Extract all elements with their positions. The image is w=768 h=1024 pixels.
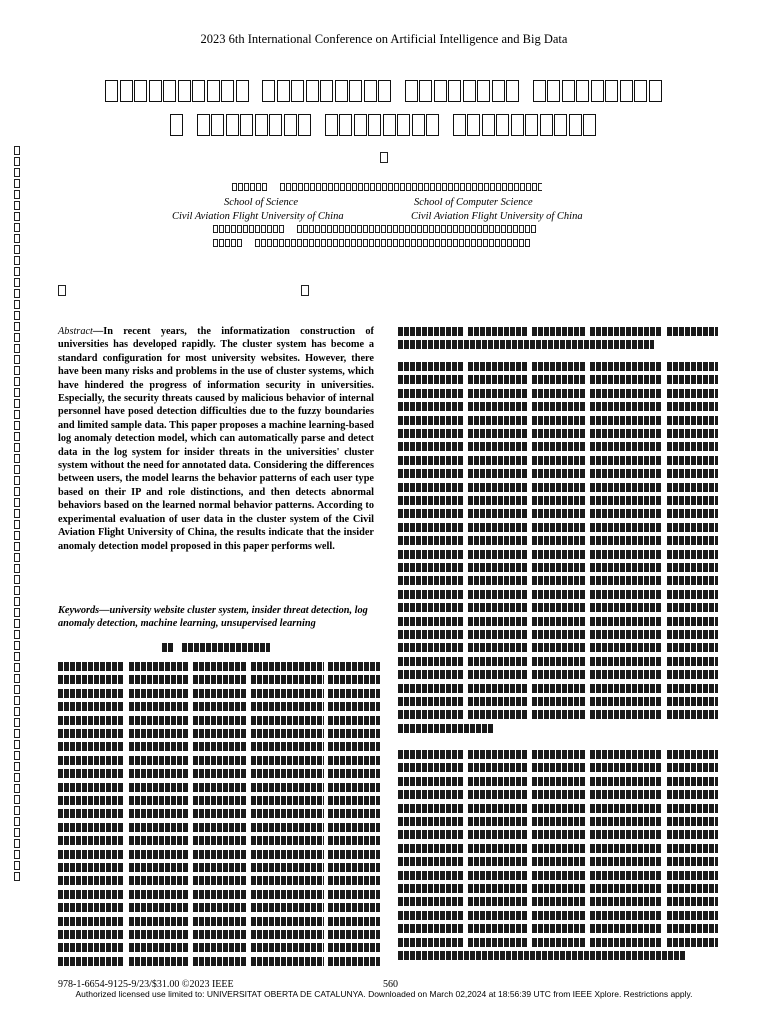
paper-title-line-2 [0,114,768,136]
abstract-label: Abstract [58,326,93,337]
right-column-paragraph-1 [398,362,718,738]
author-city-line [213,223,563,234]
affiliation-right-university: Civil Aviation Flight University of China [411,211,583,222]
author-email-line [213,237,563,248]
paper-title-line-1 [0,80,768,102]
keywords-text: university website cluster system, insider threat detection, log anomaly detection, machine learning, unsupervised learning [58,605,368,630]
abstract [58,325,374,553]
keywords-dash: — [99,605,110,616]
affiliation-right-school: School of Computer Science [414,197,533,208]
footer-page-number: 560 [383,979,398,990]
footer-isbn: 978-1-6654-9125-9/23/$31.00 ©2023 IEEE [58,979,234,990]
keywords-label: Keywords [58,605,100,616]
footnote-marker-left [58,285,66,296]
footer-license-notice: Authorized licensed use limited to: UNIVERSITAT OBERTA DE CATALUNYA. Downloaded on March 02,2024 at 18:56:39 UTC from IEEE Xplore. Restrictions apply. [75,989,693,999]
title-marker-glyph [380,152,388,163]
right-column-paragraph-2 [398,750,718,970]
affiliation-left-school: School of Science [224,197,299,208]
affiliation-left-university: Civil Aviation Flight University of China [172,211,344,222]
conference-header: 2023 6th International Conference on Artificial Intelligence and Big Data [200,32,568,46]
left-margin-sidebar [14,146,22,882]
right-column-continuation [398,327,718,353]
introduction-body-text [58,662,380,972]
abstract-text: In recent years, the informatization construction of universities has developed rapidly. The cluster system has become a standard configuration for most university websites. However, there have been many risks and problems in the use of cluster systems, which have hindered the progress of information security in universities. Especially, the security threats caused by malicious behavior of internal personnel have posed detection difficulties due to the fuzzy boundaries and limited sample data. This paper proposes a machine learning-based log anomaly detection model, which can automatically parse and detect data in the log system for insider threats in the universities' cluster system without the need for annotated data. Considering the differences between users, the model learns the behavior patterns of each user type based on their IP and role distinctions, and then detects abnormal behaviors based on the learned normal behavior patterns. According to experimental evaluation of user data in the cluster system of the Civil Aviation Flight University of China, the results indicate that the insider anomaly detection model proposed in this paper performs well. [58,326,374,552]
abstract-dash: — [92,326,104,337]
keywords [58,604,374,631]
section-heading-introduction [162,642,270,653]
footnote-marker-right [301,285,309,296]
author-names [232,181,542,192]
